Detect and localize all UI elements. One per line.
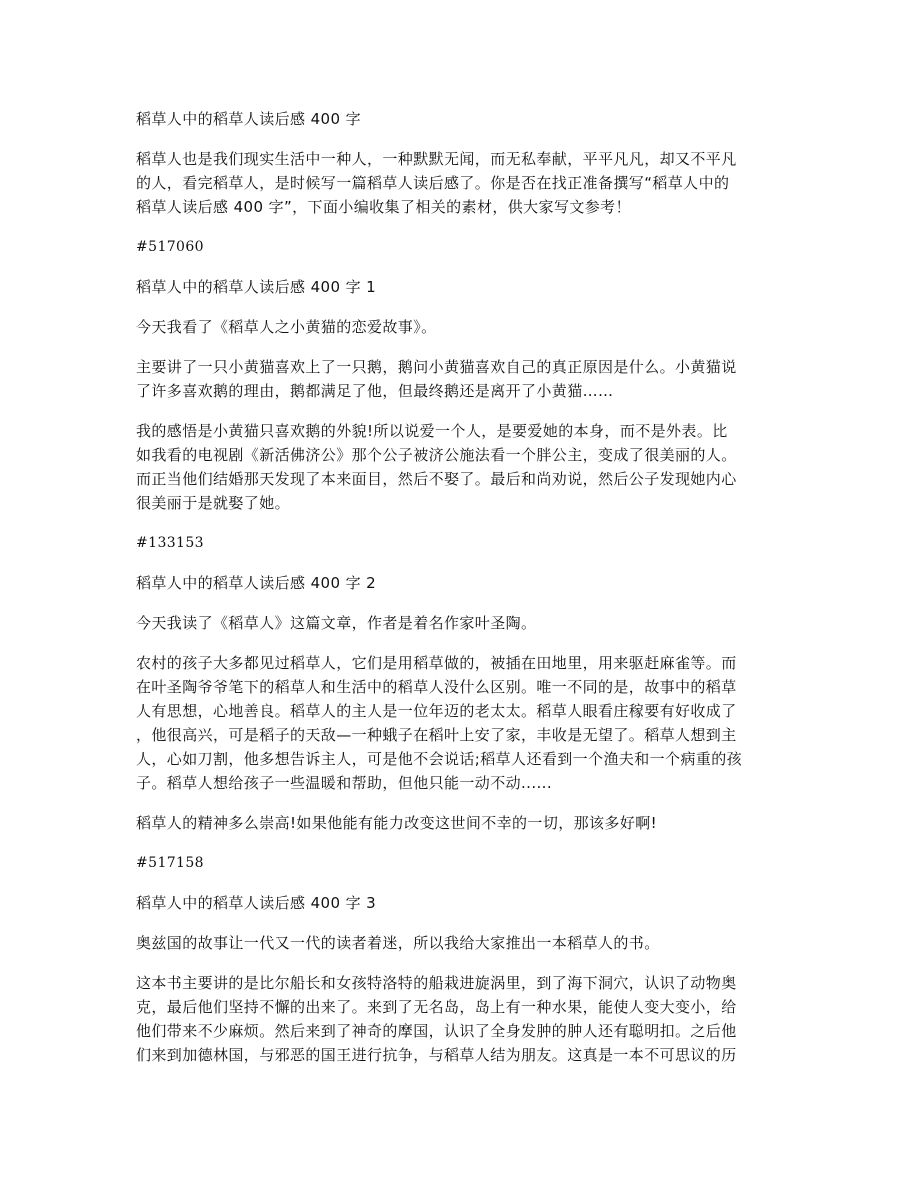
section-heading-text: 稻草人中的稻草人读后感 400 字 2 (136, 574, 377, 592)
document-title (136, 107, 796, 131)
body-paragraph (136, 971, 796, 1067)
document-page (136, 107, 796, 1083)
body-paragraph (136, 651, 796, 795)
section-id-text: #133153 (136, 535, 204, 551)
body-line: 人，心如刀割，他多想告诉主人，可是他不会说话;稻草人还看到一个渔夫和一个病重的孩 (136, 750, 743, 768)
body-line: 今天我看了《稻草人之小黄猫的恋爱故事》。 (136, 318, 437, 336)
body-paragraph (136, 355, 796, 403)
body-line: 在叶圣陶爷爷笔下的稻草人和生活中的稻草人没什么区别。唯一不同的是，故事中的稻草 (136, 678, 737, 696)
section-heading-text: 稻草人中的稻草人读后感 400 字 1 (136, 278, 377, 296)
body-line: 这本书主要讲的是比尔船长和女孩特洛特的船栽进旋涡里，到了海下洞穴，认识了动物奥 (136, 974, 737, 992)
body-paragraph (136, 419, 796, 515)
intro-line: 稻草人读后感 400 字”，下面小编收集了相关的素材，供大家写文参考！ (136, 198, 631, 216)
section-heading (136, 571, 796, 595)
body-line: 们来到加德林国，与邪恶的国王进行抗争，与稻草人结为朋友。这真是一本不可思议的历 (136, 1046, 737, 1064)
body-line: 子。稻草人想给孩子一些温暖和帮助，但他只能一动不动...... (136, 774, 553, 792)
body-paragraph (136, 931, 796, 955)
section-id (136, 235, 796, 259)
body-paragraph (136, 811, 796, 835)
body-paragraph (136, 611, 796, 635)
intro-line: 稻草人也是我们现实生活中一种人，一种默默无闻，而无私奉献，平平凡凡，却又不平凡 (136, 150, 737, 168)
body-line: 他们带来不少麻烦。然后来到了神奇的摩国，认识了全身发肿的肿人还有聪明扣。之后他 (136, 1022, 737, 1040)
section-id-text: #517158 (136, 855, 204, 871)
body-line: 克，最后他们坚持不懈的出来了。来到了无名岛，岛上有一种水果，能使人变大变小，给 (136, 998, 737, 1016)
body-line: 而正当他们结婚那天发现了本来面目，然后不娶了。最后和尚劝说，然后公子发现她内心 (136, 470, 737, 488)
intro-line: 的人，看完稻草人，是时候写一篇稻草人读后感了。你是否在找正准备撰写“稻草人中的 (136, 174, 730, 192)
section-id (136, 531, 796, 555)
body-line: 人有思想，心地善良。稻草人的主人是一位年迈的老太太。稻草人眼看庄稼要有好收成了 (136, 702, 737, 720)
section-id (136, 851, 796, 875)
section-heading-text: 稻草人中的稻草人读后感 400 字 3 (136, 894, 377, 912)
section-heading (136, 275, 796, 299)
body-line: 了许多喜欢鹅的理由，鹅都满足了他，但最终鹅还是离开了小黄猫…… (136, 382, 614, 400)
body-paragraph (136, 315, 796, 339)
body-line: 奥兹国的故事让一代又一代的读者着迷，所以我给大家推出一本稻草人的书。 (136, 934, 660, 952)
section-heading (136, 891, 796, 915)
body-line: 农村的孩子大多都见过稻草人，它们是用稻草做的，被插在田地里，用来驱赶麻雀等。而 (136, 654, 737, 672)
body-line: 今天我读了《稻草人》这篇文章，作者是着名作家叶圣陶。 (136, 614, 537, 632)
section-id-text: #517060 (136, 239, 204, 255)
title-text: 稻草人中的稻草人读后感 400 字 (136, 110, 361, 128)
body-line: 稻草人的精神多么崇高!如果他能有能力改变这世间不幸的一切，那该多好啊! (136, 814, 658, 832)
body-line: ，他很高兴，可是稻子的天敌—一种蛾子在稻叶上安了家，丰收是无望了。稻草人想到主 (136, 726, 737, 744)
body-line: 如我看的电视剧《新活佛济公》那个公子被济公施法看一个胖公主，变成了很美丽的人。 (136, 446, 737, 464)
body-line: 我的感悟是小黄猫只喜欢鹅的外貌!所以说爱一个人，是要爱她的本身，而不是外表。比 (136, 422, 728, 440)
body-line: 很美丽于是就娶了她。 (136, 494, 291, 512)
body-line: 主要讲了一只小黄猫喜欢上了一只鹅，鹅问小黄猫喜欢自己的真正原因是什么。小黄猫说 (136, 358, 737, 376)
intro-paragraph (136, 147, 796, 219)
